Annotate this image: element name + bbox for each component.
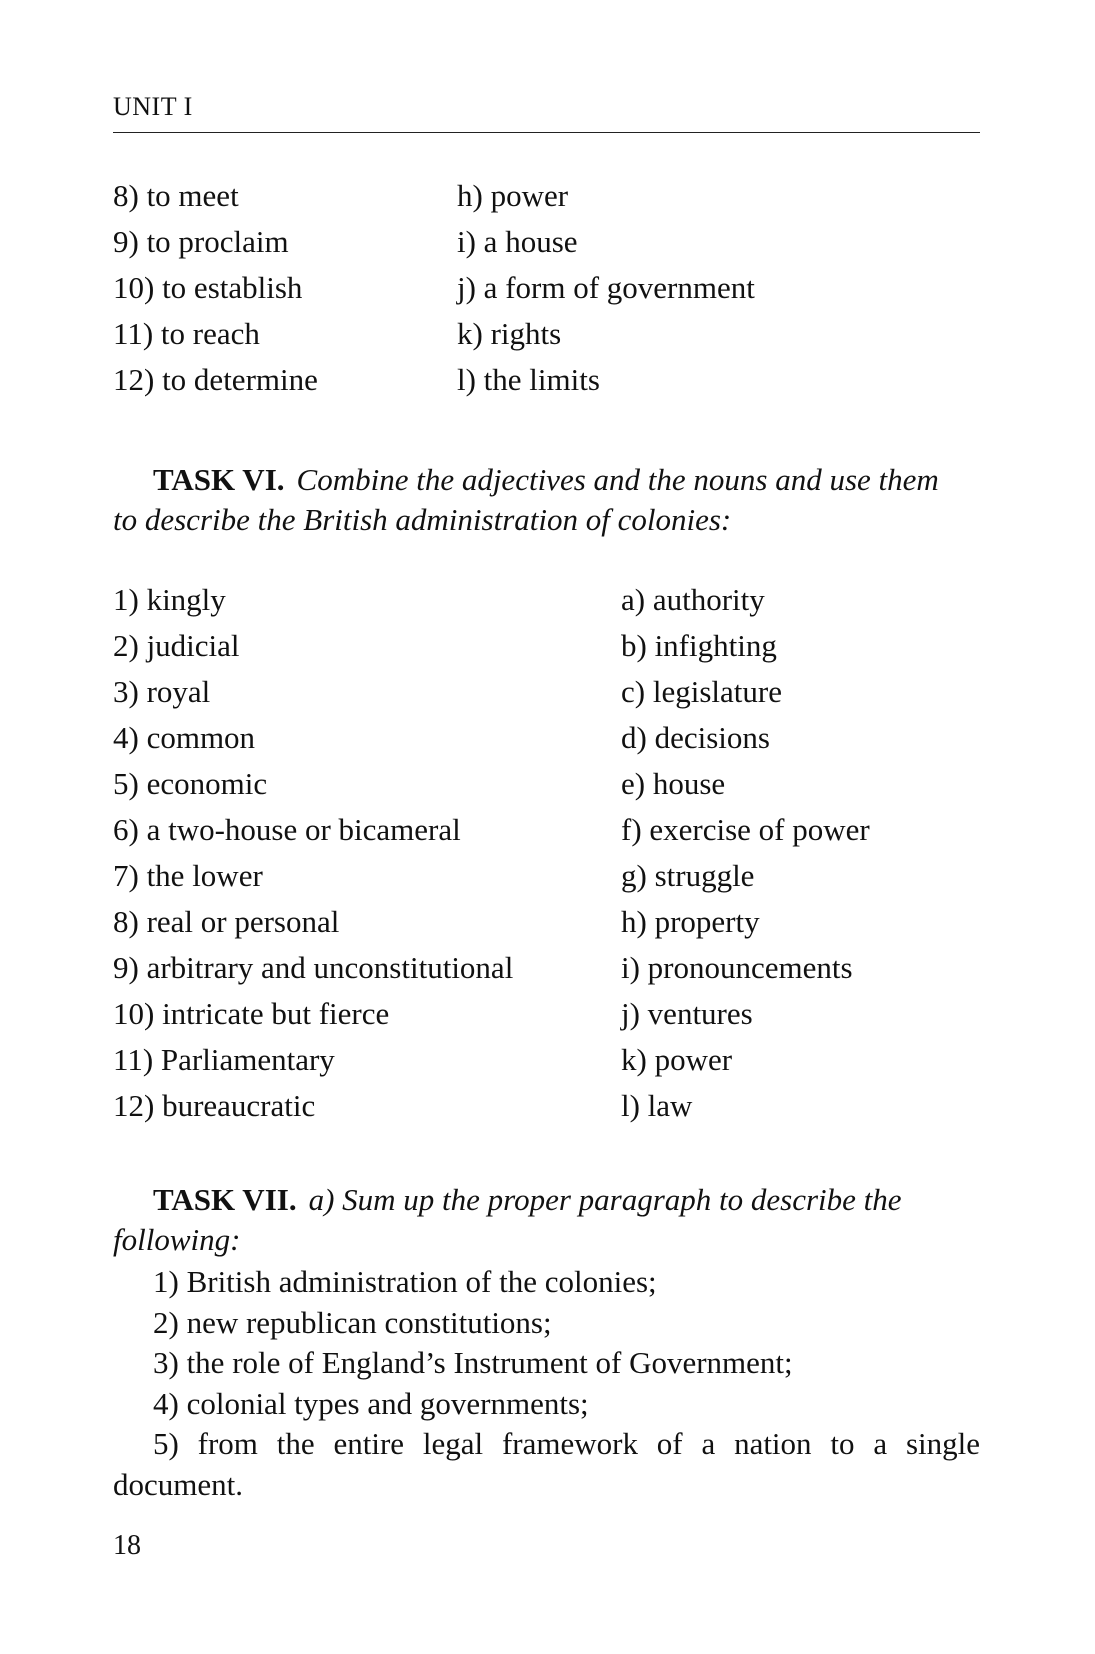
noun: k) rights [457, 316, 562, 351]
verb: 8) to meet [113, 178, 239, 213]
verb: 12) to determine [113, 362, 318, 397]
adjective: 9) arbitrary and unconstitutional [113, 950, 514, 985]
task-instruction: following: [113, 1222, 241, 1257]
noun: a) authority [621, 582, 765, 617]
noun: b) infighting [621, 628, 777, 663]
noun: j) a form of government [457, 270, 755, 305]
noun: k) power [621, 1042, 733, 1077]
noun: c) legislature [621, 674, 782, 709]
noun: e) house [621, 766, 726, 801]
adjective: 12) bureaucratic [113, 1088, 316, 1123]
task-label: TASK VI. [153, 462, 285, 497]
task-instruction: Combine the adjectives and the nouns and use them [296, 462, 939, 497]
adjective: 7) the lower [113, 858, 263, 893]
noun: l) the limits [457, 362, 600, 397]
task-label: TASK VII. [153, 1182, 297, 1217]
page-number: 18 [113, 1530, 141, 1561]
task-instruction: to describe the British administration of colonies: [113, 502, 732, 537]
list-item: 2) new republican constitutions; [153, 1304, 552, 1340]
noun: l) law [621, 1088, 693, 1123]
list-item: 5) from the entire legal framework of a nation to a single document. [113, 1426, 980, 1502]
noun: f) exercise of power [621, 812, 870, 847]
adjective: 8) real or personal [113, 904, 340, 939]
task-6-instruction [113, 460, 980, 540]
noun: h) power [457, 178, 569, 213]
list-item: 4) colonial types and governments; [153, 1385, 589, 1421]
adjective: 1) kingly [113, 582, 226, 617]
verb: 10) to establish [113, 270, 303, 305]
header-rule [113, 132, 980, 133]
noun: i) pronouncements [621, 950, 853, 985]
noun: h) property [621, 904, 760, 939]
adjective: 3) royal [113, 674, 211, 709]
running-head: UNIT I [113, 92, 193, 121]
task-instruction: a) Sum up the proper paragraph to describe the [308, 1182, 902, 1217]
adjective: 2) judicial [113, 628, 240, 663]
task-7-items [113, 1262, 980, 1505]
adjective: 5) economic [113, 766, 268, 801]
noun: j) ventures [621, 996, 753, 1031]
adjective: 4) common [113, 720, 256, 755]
noun: i) a house [457, 224, 578, 259]
noun: g) struggle [621, 858, 755, 893]
adjective: 10) intricate but fierce [113, 996, 390, 1031]
adjective: 11) Parliamentary [113, 1042, 335, 1077]
list-item: 3) the role of England’s Instrument of Government; [153, 1345, 793, 1380]
noun: d) decisions [621, 720, 770, 755]
task-7-instruction [113, 1180, 980, 1260]
verb: 11) to reach [113, 316, 260, 351]
verb: 9) to proclaim [113, 224, 289, 259]
adjective: 6) a two-house or bicameral [113, 812, 461, 847]
list-item: 1) British administration of the colonies; [153, 1264, 657, 1299]
